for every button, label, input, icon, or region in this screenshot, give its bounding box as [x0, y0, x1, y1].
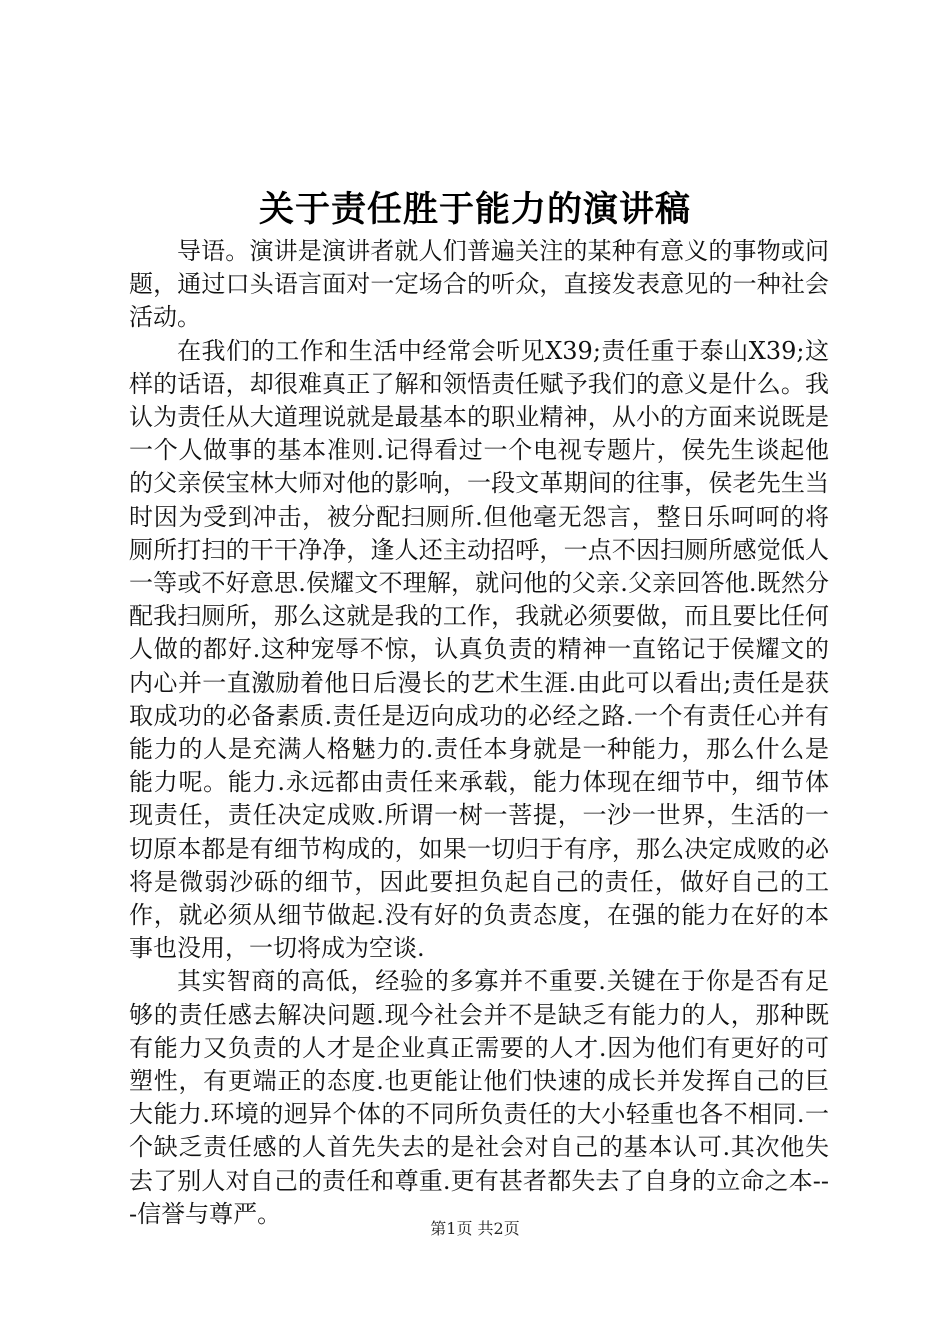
paragraph-conclusion: 其实智商的高低，经验的多寡并不重要.关键在于你是否有足够的责任感去解决问题.现今社会并不是缺乏有能力的人，那种既有能力又负责的人才是企业真正需要的人才.因为他们有更好的可塑性，有更端正的态度.也更能让他们快速的成长并发挥自己的巨大能力.环境的迥异个体的不同所负责任的大小轻重也各不相同.一个缺乏责任感的人首先失去的是社会对自己的基本认可.其次他失去了别人对自己的责任和尊重.更有甚者都失去了自身的立命之本---信誉与尊严。: [129, 967, 829, 1228]
document-title: 关于责任胜于能力的演讲稿: [258, 189, 691, 230]
page-number-footer: 第1页 共2页: [430, 1219, 520, 1238]
paragraph-intro: 导语。演讲是演讲者就人们普遍关注的某种有意义的事物或问题，通过口头语言面对一定场合的听众，直接发表意见的一种社会活动。: [129, 237, 829, 332]
paragraph-responsibility: 在我们的工作和生活中经常会听见X39;责任重于泰山X39;这样的话语，却很难真正了解和领悟责任赋予我们的意义是什么。我认为责任从大道理说就是最基本的职业精神，从小的方面来说既是一个人做事的基本准则.记得看过一个电视专题片，侯先生谈起他的父亲侯宝林大师对他的影响，一段文革期间的往事，侯老先生当时因为受到冲击，被分配扫厕所.但他毫无怨言，整日乐呵呵的将厕所打扫的干干净净，逢人还主动招呼，一点不因扫厕所感觉低人一等或不好意思.侯耀文不理解，就问他的父亲.父亲回答他.既然分配我扫厕所，那么这就是我的工作，我就必须要做，而且要比任何人做的都好.这种宠辱不惊，认真负责的精神一直铭记于侯耀文的内心并一直激励着他日后漫长的艺术生涯.由此可以看出;责任是获取成功的必备素质.责任是迈向成功的必经之路.一个有责任心并有能力的人是充满人格魅力的.责任本身就是一种能力，那么什么是能力呢。能力.永远都由责任来承载，能力体现在细节中，细节体现责任，责任决定成败.所谓一树一菩提，一沙一世界，生活的一切原本都是有细节构成的，如果一切归于有序，那么决定成败的必将是微弱沙砾的细节，因此要担负起自己的责任，做好自己的工作，就必须从细节做起.没有好的负责态度，在强的能力在好的本事也没用，一切将成为空谈.: [129, 336, 829, 963]
document-body: [129, 235, 829, 1231]
